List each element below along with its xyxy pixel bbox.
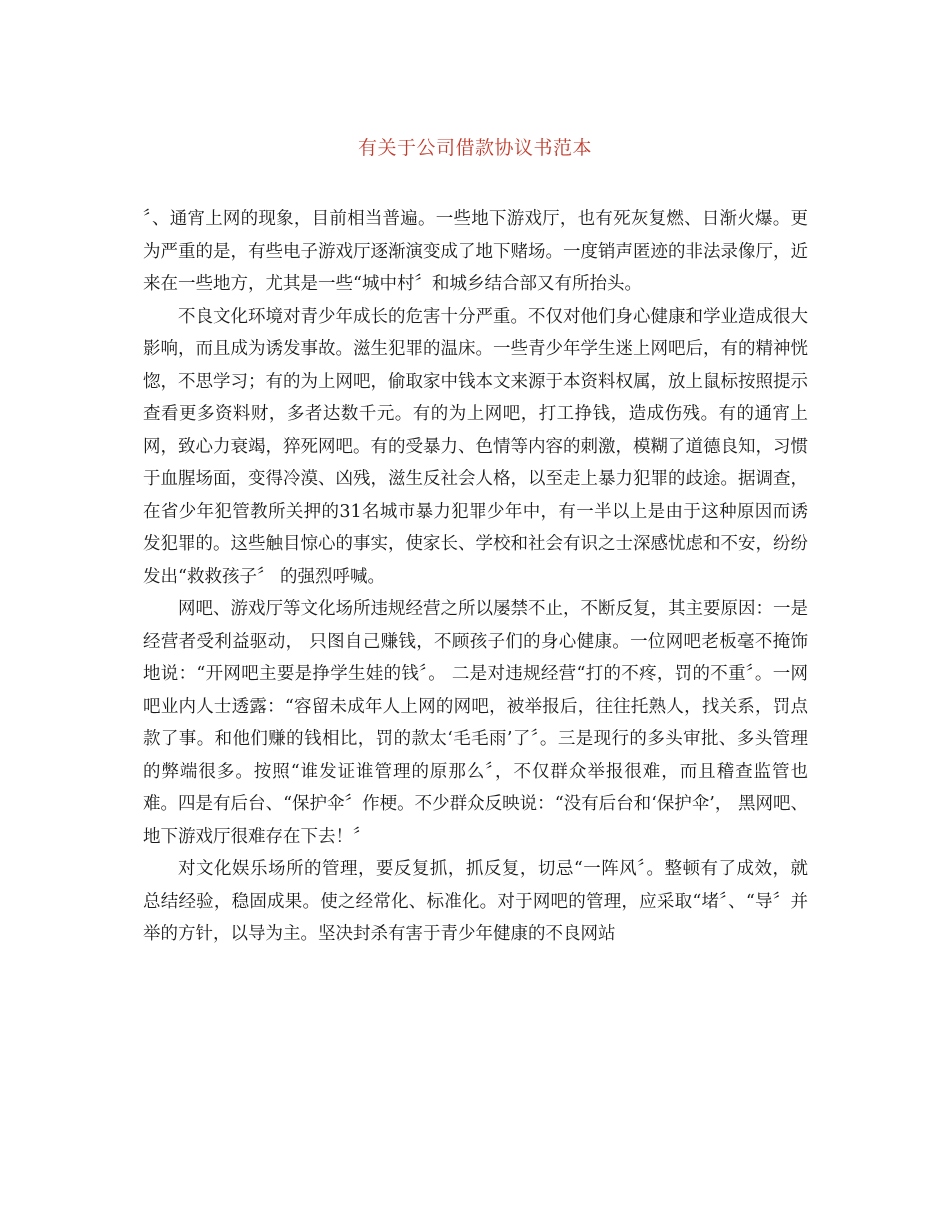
paragraph-3: 网吧、游戏厅等文化场所违规经营之所以屡禁不止，不断反复，其主要原因：一是经营者受利益驱动， 只图自己赚钱，不顾孩子们的身心健康。一位网吧老板毫不掩饰地说：“开网吧主要是挣学生娃的钱〞。 二是对违规经营“打的不疼，罚的不重〞。一网吧业内人士透露：“容留未成年人上网的网吧，被举报后，往往托熟人，找关系，罚点款了事。和他们赚的钱相比，罚的款太‘毛毛雨’了〞。三是现行的多头审批、多头管理的弊端很多。按照“谁发证谁管理的原那么〞，不仅群众举报很难，而且稽查监管也难。四是有后台、“保护伞〞作梗。不少群众反映说：“没有后台和‘保护伞’， 黑网吧、地下游戏厅很难存在下去！〞 (143, 599, 808, 847)
document-title: 有关于公司借款协议书范本 (357, 137, 592, 159)
paragraph-4: 对文化娱乐场所的管理，要反复抓，抓反复，切忌“一阵风〞。整顿有了成效，就总结经验，稳固成果。使之经常化、标准化。对于网吧的管理，应采取“堵〞、“导〞并举的方针，以导为主。坚决封杀有害于青少年健康的不良网站 (143, 859, 808, 944)
paragraph-2: 不良文化环境对青少年成长的危害十分严重。不仅对他们身心健康和学业造成很大影响，而且成为诱发事故。滋生犯罪的温床。一些青少年学生迷上网吧后，有的精神恍惚，不思学习；有的为上网吧，偷取家中钱本文来源于本资料权属，放上鼠标按照提示查看更多资料财，多者达数千元。有的为上网吧，打工挣钱，造成伤残。有的通宵上网，致心力衰竭，猝死网吧。有的受暴力、色情等内容的刺激，模糊了道德良知，习惯于血腥场面，变得冷漠、凶残，滋生反社会人格，以至走上暴力犯罪的歧途。据调查，在省少年犯管教所关押的31名城市暴力犯罪少年中，有一半以上是由于这种原因而诱发犯罪的。这些触目惊心的事实，使家长、学校和社会有识之士深感忧虑和不安，纷纷发出“救救孩子〞 的强烈呼喊。 (143, 306, 808, 587)
paragraph-1: 〞、通宵上网的现象，目前相当普遍。一些地下游戏厅，也有死灰复燃、日渐火爆。更为严重的是，有些电子游戏厅逐渐演变成了地下赌场。一度销声匿迹的非法录像厅，近来在一些地方，尤其是一些“城中村〞和城乡结合部又有所抬头。 (143, 209, 808, 294)
document-body (143, 203, 808, 951)
